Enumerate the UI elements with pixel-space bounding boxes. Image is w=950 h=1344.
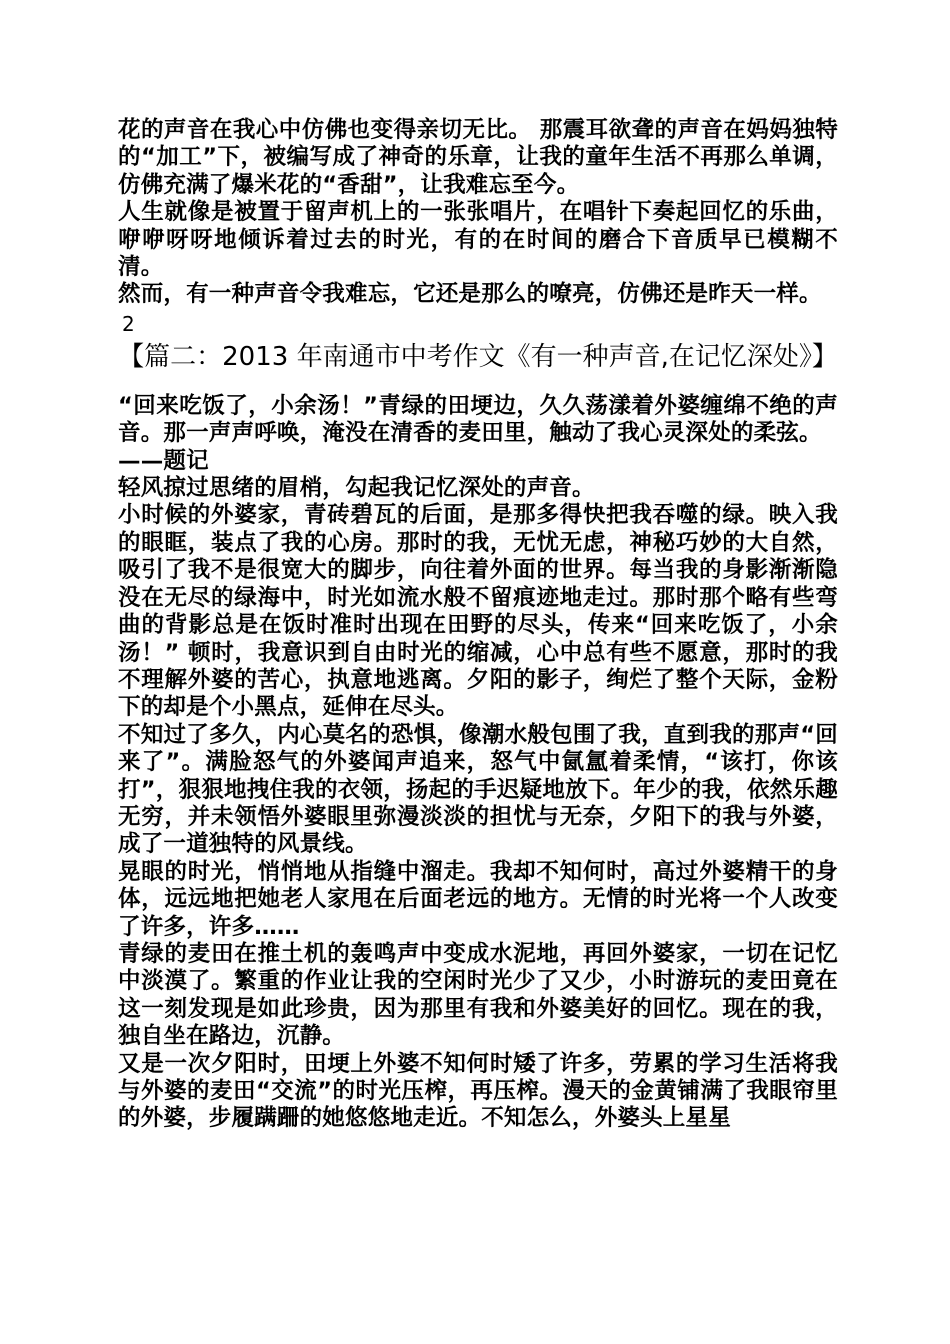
paragraph: 人生就像是被置于留声机上的一张张唱片，在唱针下奏起回忆的乐曲，咿咿呀呀地倾诉着过去的时光，有的在时间的磨合下音质早已模糊不清。 (118, 199, 838, 281)
paragraph: 轻风掠过思绪的眉梢，勾起我记忆深处的声音。 (118, 475, 595, 502)
paragraph: 又是一次夕阳时，田埂上外婆不知何时矮了许多，劳累的学习生活将我与外婆的麦田“交流”的时光压榨，再压榨。漫天的金黄铺满了我眼帘里的外婆，步履蹒跚的她悠悠地走近。不知怎么，外婆头上星星 (118, 1050, 838, 1132)
paragraph: 然而，有一种声音令我难忘，它还是那么的嘹亮，仿佛还是昨天一样。 (118, 281, 822, 308)
paragraph: 花的声音在我心中仿佛也变得亲切无比。 那震耳欲聋的声音在妈妈独特的“加工”下，被编写成了神奇的乐章，让我的童年生活不再那么单调，仿佛充满了爆米花的“香甜”，让我难忘至今。 (118, 117, 838, 198)
document-page (118, 117, 838, 1133)
paragraph: 晃眼的时光，悄悄地从指缝中溜走。我却不知何时，高过外婆精干的身体，远远地把她老人家甩在后面老远的地方。无情的时光将一个人改变了许多，许多…… (118, 858, 838, 940)
paragraph: 不知过了多久，内心莫名的恐惧，像潮水般包围了我，直到我的那声“回来了”。满脸怒气的外婆闻声追来，怒气中氤氲着柔情，“该打，你该打”，狠狠地拽住我的衣领，扬起的手迟疑地放下。年少的我，依然乐趣无穷，并未领悟外婆眼里弥漫淡淡的担忧与无奈，夕阳下的我与外婆，成了一道独特的风景线。 (118, 721, 838, 858)
page-number: 2 (122, 311, 135, 336)
paragraph: ——题记 (118, 447, 209, 474)
paragraph: 青绿的麦田在推土机的轰鸣声中变成水泥地，再回外婆家，一切在记忆中淡漠了。繁重的作业让我的空闲时光少了又少，小时游玩的麦田竟在这一刻发现是如此珍贵，因为那里有我和外婆美好的回忆。现在的我，独自坐在路边，沉静。 (118, 940, 838, 1050)
paragraph: “回来吃饭了，小余汤！”青绿的田埂边，久久荡漾着外婆缠绵不绝的声音。那一声声呼唤，淹没在清香的麦田里，触动了我心灵深处的柔弦。 (118, 392, 838, 447)
paragraph: 小时候的外婆家，青砖碧瓦的后面，是那多得快把我吞噬的绿。映入我的眼眶，装点了我的心房。那时的我，无忧无虑，神秘巧妙的大自然，吸引了我不是很宽大的脚步，向往着外面的世界。每当我的身影渐渐隐没在无尽的绿海中，时光如流水般不留痕迹地走过。那时那个略有些弯曲的背影总是在饭时准时出现在田野的尽头，传来“回来吃饭了，小余汤！” 顿时，我意识到自由时光的缩减，心中总有些不愿意，那时的我不理解外婆的苦心，执意地逃离。夕阳的影子，绚烂了整个天际，金粉下的却是个小黑点，延伸在尽头。 (118, 502, 838, 721)
section-heading: 【篇二：2013 年南通市中考作文《有一种声音,在记忆深处》】 (118, 341, 838, 372)
